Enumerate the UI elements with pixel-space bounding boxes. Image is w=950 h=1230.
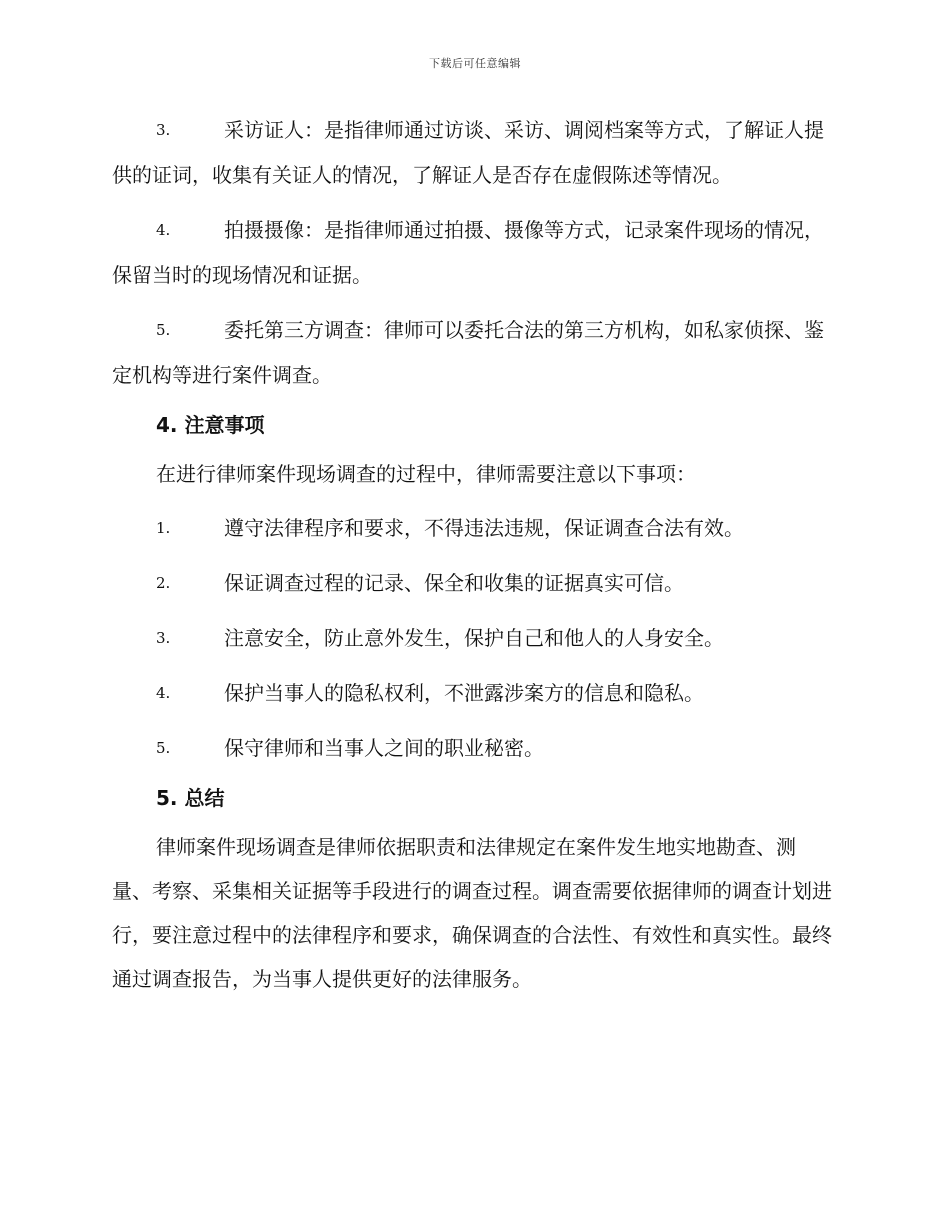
list-number: 1. — [156, 519, 171, 537]
list-item — [112, 108, 832, 198]
list-number: 3. — [156, 629, 171, 647]
list-number: 2. — [156, 574, 171, 592]
list-text: 保证调查过程的记录、保全和收集的证据真实可信。 — [224, 571, 684, 595]
list-item — [112, 308, 832, 398]
section-heading-4: 4. 注意事项 — [156, 413, 265, 437]
list-text: 保守律师和当事人之间的职业秘密。 — [224, 736, 544, 760]
list-text: 保护当事人的隐私权利，不泄露涉案方的信息和隐私。 — [224, 681, 704, 705]
document-body — [112, 108, 832, 1001]
list-number: 4. — [156, 684, 171, 702]
list-text: 拍摄摄像：是指律师通过拍摄、摄像等方式，记录案件现场的情况，保留当时的现场情况和证据。 — [112, 218, 824, 287]
section-heading-5: 5. 总结 — [156, 786, 225, 810]
list-number: 5. — [156, 739, 171, 757]
list-item — [112, 561, 832, 606]
section-5-paragraph: 律师案件现场调查是律师依据职责和法律规定在案件发生地实地勘查、测量、考察、采集相关证据等手段进行的调查过程。调查需要依据律师的调查计划进行，要注意过程中的法律程序和要求，确保调查的合法性、有效性和真实性。最终通过调查报告，为当事人提供更好的法律服务。 — [112, 835, 832, 991]
list-number: 3. — [156, 121, 171, 139]
header-note: 下载后可任意编辑 — [429, 57, 521, 70]
list-number: 5. — [156, 321, 171, 339]
list-item — [112, 506, 832, 551]
list-item — [112, 208, 832, 298]
list-text: 遵守法律程序和要求，不得违法违规，保证调查合法有效。 — [224, 516, 744, 540]
list-text: 委托第三方调查：律师可以委托合法的第三方机构，如私家侦探、鉴定机构等进行案件调查。 — [112, 318, 824, 387]
list-item — [112, 671, 832, 716]
section-4-intro: 在进行律师案件现场调查的过程中，律师需要注意以下事项： — [156, 462, 696, 486]
list-text: 采访证人：是指律师通过访谈、采访、调阅档案等方式，了解证人提供的证词，收集有关证人的情况，了解证人是否存在虚假陈述等情况。 — [112, 118, 824, 187]
list-item — [112, 616, 832, 661]
list-number: 4. — [156, 221, 171, 239]
list-text: 注意安全，防止意外发生，保护自己和他人的人身安全。 — [224, 626, 724, 650]
list-item — [112, 726, 832, 771]
